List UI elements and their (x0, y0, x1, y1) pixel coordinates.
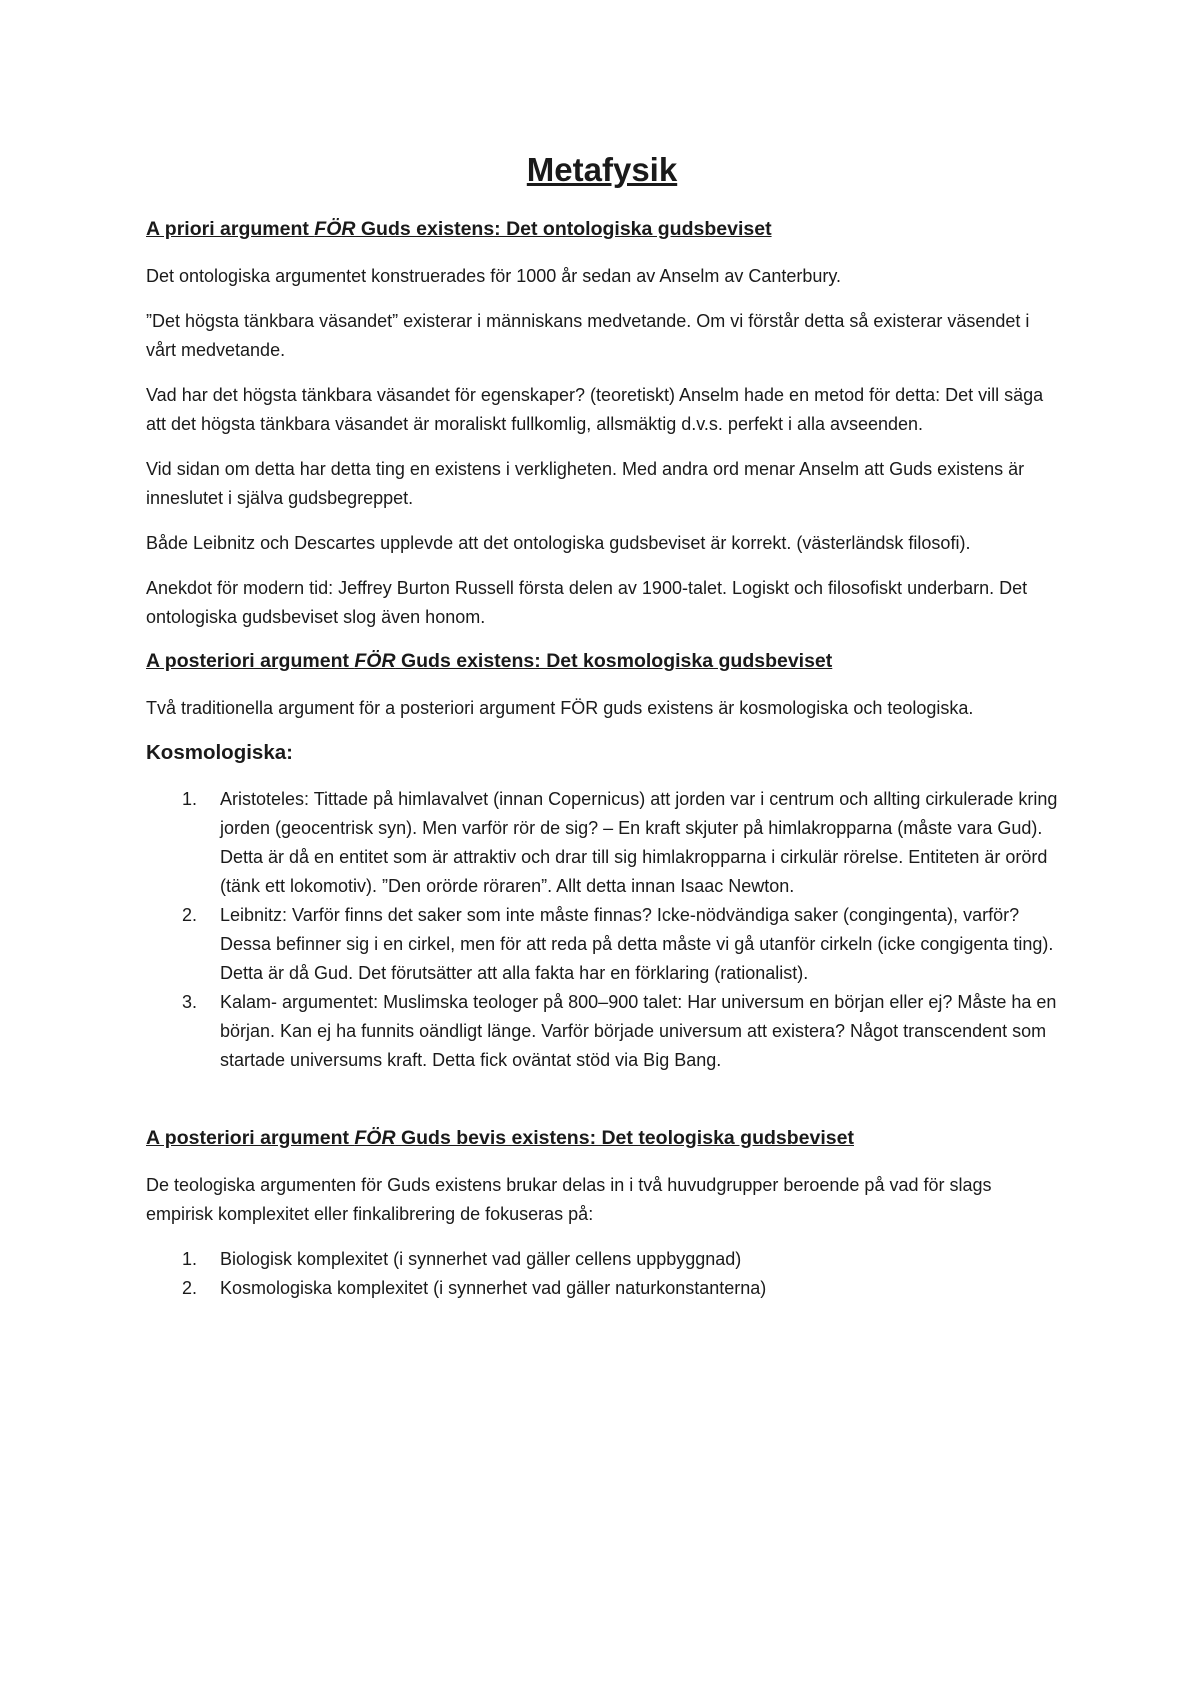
heading-text: A priori argument (146, 218, 315, 240)
section-heading-ontological (146, 216, 1058, 242)
list-item-text: Kalam- argumentet: Muslimska teologer på 800–900 talet: Har universum en början eller ej? Måste ha en början. Kan ej ha funnits oändligt länge. Varför började universum att existera? Något transcendent som startade universums kraft. Detta fick oväntat stöd via Big Bang. (220, 992, 1057, 1070)
heading-text: A posteriori argument (146, 650, 355, 672)
heading-text: A posteriori argument (146, 1127, 355, 1149)
list-number: 2. (182, 1278, 198, 1298)
heading-emphasis: FÖR (354, 1127, 396, 1149)
list-item (146, 988, 1058, 1075)
list-number: 1. (182, 1249, 198, 1269)
teleological-argument-list (146, 1245, 1058, 1303)
list-number: 3. (182, 992, 198, 1012)
list-item-text: Biologisk komplexitet (i synnerhet vad gäller cellens uppbyggnad) (220, 1249, 742, 1269)
list-item (146, 901, 1058, 988)
document-content (146, 150, 1058, 1319)
heading-text: Guds existens: Det ontologiska gudsbeviset (355, 218, 772, 240)
heading-emphasis: FÖR (314, 218, 356, 240)
paragraph: Två traditionella argument för a posteriori argument FÖR guds existens är kosmologiska och teologiska. (146, 698, 974, 718)
list-item-text: Leibnitz: Varför finns det saker som inte måste finnas? Icke-nödvändiga saker (congingenta), varför? Dessa befinner sig i en cirkel, men för att reda på detta måste vi gå utanför cirkeln (icke congigenta ting). Detta är då Gud. Det förutsätter att alla fakta har en förklaring (rationalist). (220, 905, 1054, 983)
paragraph: ”Det högsta tänkbara väsandet” existerar i människans medvetande. Om vi förstår detta så existerar väsendet i vårt medvetande. (146, 311, 1030, 360)
paragraph: Anekdot för modern tid: Jeffrey Burton Russell första delen av 1900-talet. Logiskt och filosofiskt underbarn. Det ontologiska gudsbeviset slog även honom. (146, 578, 1028, 627)
paragraph: De teologiska argumenten för Guds existens brukar delas in i två huvudgrupper beroende på vad för slags empirisk komplexitet eller finkalibrering de fokuseras på: (146, 1175, 992, 1224)
paragraph: Vid sidan om detta har detta ting en existens i verkligheten. Med andra ord menar Anselm att Guds existens är inneslutet i själva gudsbegreppet. (146, 459, 1025, 508)
list-item-text: Kosmologiska komplexitet (i synnerhet vad gäller naturkonstanterna) (220, 1278, 767, 1298)
heading-text: Guds existens: Det kosmologiska gudsbeviset (395, 650, 833, 672)
cosmological-argument-list (146, 785, 1058, 1075)
list-item (146, 785, 1058, 901)
section-heading-teleological (146, 1125, 1058, 1151)
paragraph: Vad har det högsta tänkbara väsandet för egenskaper? (teoretiskt) Anselm hade en metod för detta: Det vill säga att det högsta tänkbara väsandet är moraliskt fullkomlig, allsmäktig d.v.s. perfekt i alla avseenden. (146, 385, 1044, 434)
list-item (146, 1274, 1058, 1303)
list-item-text: Aristoteles: Tittade på himlavalvet (innan Copernicus) att jorden var i centrum och allting cirkulerade kring jorden (geocentrisk syn). Men varför rör de sig? – En kraft skjuter på himlakropparna (måste vara Gud). Detta är då en entitet som är attraktiv och drar till sig himlakropparna i cirkulär rörelse. Entiteten är orörd (tänk ett lokomotiv). ”Den orörde röraren”. Allt detta innan Isaac Newton. (220, 789, 1058, 896)
paragraph: Både Leibnitz och Descartes upplevde att det ontologiska gudsbeviset är korrekt. (västerländsk filosofi). (146, 533, 971, 553)
page-title: Metafysik (526, 151, 678, 188)
section-spacer (146, 1091, 1058, 1125)
subheading-kosmologiska: Kosmologiska: (146, 741, 293, 764)
list-number: 1. (182, 789, 198, 809)
section-heading-cosmological (146, 648, 1058, 674)
heading-emphasis: FÖR (354, 650, 396, 672)
heading-text: Guds bevis existens: Det teologiska gudsbeviset (395, 1127, 854, 1149)
list-number: 2. (182, 905, 198, 925)
paragraph: Det ontologiska argumentet konstruerades för 1000 år sedan av Anselm av Canterbury. (146, 266, 842, 286)
list-item (146, 1245, 1058, 1274)
